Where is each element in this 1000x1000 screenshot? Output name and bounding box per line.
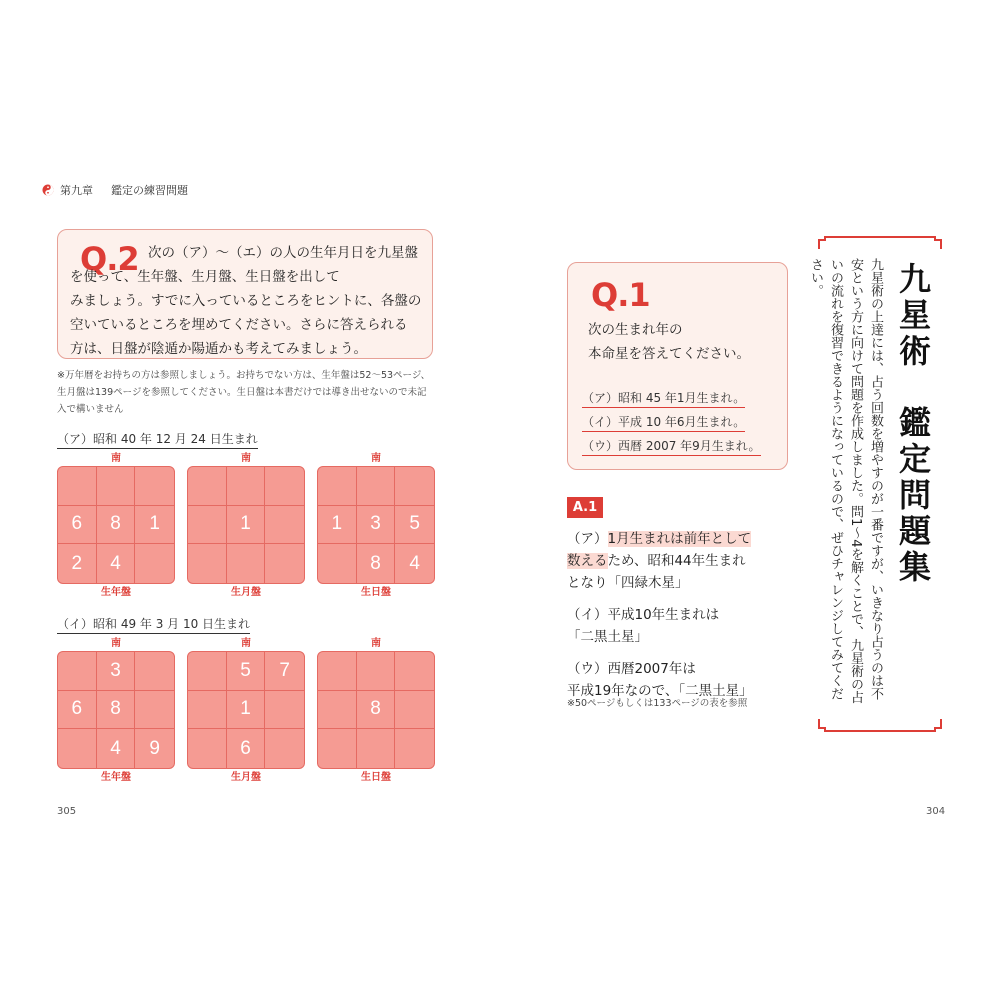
grid-cell: 6 <box>58 691 97 730</box>
q1-item: （ウ）西暦 2007 年9月生まれ。 <box>582 439 761 456</box>
nine-star-grid <box>57 466 175 584</box>
grid-cell <box>188 652 227 691</box>
grid-cell <box>318 467 357 506</box>
q2-line: 方は、日盤が陰遁か陽遁かも考えてみましょう。 <box>70 341 367 357</box>
board-caption: 生月盤 <box>231 587 261 598</box>
grid-cell <box>188 506 227 545</box>
a1-answers <box>567 528 797 702</box>
q1-line: 本命星を答えてください。 <box>588 346 750 362</box>
grid-cell <box>357 652 396 691</box>
grid-cell <box>265 467 304 506</box>
answer-line: となり「四緑木星」 <box>567 575 689 591</box>
grid-cell <box>135 691 174 730</box>
q2-line: 次の（ア）～（エ）の人の生年月日を九星盤 <box>148 245 418 261</box>
nine-star-grid <box>187 466 305 584</box>
grid-cell <box>58 729 97 768</box>
q1-item: （ア）昭和 45 年1月生まれ。 <box>582 391 745 408</box>
grid-cell <box>395 729 434 768</box>
grid-cell <box>357 467 396 506</box>
q2-line: みましょう。すでに入っているところをヒントに、各盤の <box>70 293 422 309</box>
person-b-boards <box>57 637 435 785</box>
grid-cell <box>318 729 357 768</box>
grid-cell: 7 <box>265 652 304 691</box>
board-caption: 生日盤 <box>361 772 391 783</box>
grid-cell <box>395 691 434 730</box>
board-year <box>57 452 175 600</box>
grid-cell <box>395 652 434 691</box>
nine-star-grid <box>187 651 305 769</box>
board-day <box>317 452 435 600</box>
a1-badge: A.1 <box>567 497 603 518</box>
title-part: 九星術 <box>894 262 932 370</box>
grid-cell: 3 <box>357 506 396 545</box>
board-caption: 生年盤 <box>101 772 131 783</box>
grid-cell <box>318 652 357 691</box>
person-a-boards <box>57 452 435 600</box>
chapter-title: 鑑定の練習問題 <box>111 184 188 197</box>
page-number-right: 304 <box>926 806 946 817</box>
answer-line: 平成19年なので、「二黒土星」 <box>567 683 753 699</box>
section-title <box>890 262 936 586</box>
grid-cell: 8 <box>97 691 136 730</box>
grid-cell <box>188 467 227 506</box>
chapter-number: 第九章 <box>60 184 93 197</box>
grid-cell: 5 <box>395 506 434 545</box>
grid-cell: 5 <box>227 652 266 691</box>
grid-cell <box>357 729 396 768</box>
intro-body: 九星術の上達には、占う回数を増やすのが一番ですが、いきなり占うのは不安という方に向けて問題を作成しました。問1～4を解くことで、九星術の占いの流れを復習できるようになっているので、ぜひチャレンジしてみてください。 <box>808 258 883 704</box>
grid-cell: 6 <box>227 729 266 768</box>
q1-line: 次の生まれ年の <box>588 322 683 338</box>
q2-label: Q.2 <box>80 240 139 278</box>
grid-cell: 1 <box>227 506 266 545</box>
q2-line: 空いているところを埋めてください。さらに答えられる <box>70 317 408 333</box>
grid-cell: 9 <box>149 737 160 759</box>
note-line: 生月盤は139ページを参照してください。生日盤は本書だけでは導き出せないので未記 <box>57 387 427 398</box>
person-b-label: （イ）昭和 49 年 3 月 10 日生まれ <box>57 617 250 634</box>
q2-line: を使って、生年盤、生月盤、生日盤を出して <box>70 269 340 285</box>
grid-cell: 4 <box>409 552 420 574</box>
grid-cell: 1 <box>135 506 174 545</box>
answer-highlight: 数える <box>567 553 608 569</box>
grid-cell: 2 <box>58 544 97 583</box>
grid-cell <box>58 467 97 506</box>
board-caption: 生月盤 <box>231 772 261 783</box>
note-line: ※万年暦をお持ちの方は参照しましょう。お持ちでない方は、生年盤は52～53ページ、 <box>57 370 431 381</box>
grid-cell <box>135 652 174 691</box>
grid-cell <box>188 729 227 768</box>
grid-cell <box>188 691 227 730</box>
answer-line: （イ）平成10年生まれは <box>567 607 720 623</box>
a1-note: ※50ページもしくは133ページの表を参照 <box>567 698 748 709</box>
grid-cell <box>395 467 434 506</box>
grid-cell: 3 <box>97 652 136 691</box>
south-label: 南 <box>241 638 251 649</box>
grid-cell <box>318 544 357 583</box>
note-line: 入で構いません <box>57 404 124 415</box>
grid-cell: 4 <box>97 544 136 583</box>
grid-cell <box>265 729 304 768</box>
south-label: 南 <box>371 638 381 649</box>
board-caption: 生年盤 <box>101 587 131 598</box>
answer-line <box>567 528 797 550</box>
grid-cell <box>265 544 304 583</box>
grid-cell <box>318 691 357 730</box>
answer-prefix: （ア） <box>567 531 608 547</box>
yin-yang-icon <box>42 184 54 196</box>
q1-question <box>588 318 750 366</box>
bracket-top <box>817 236 943 250</box>
grid-cell <box>58 652 97 691</box>
person-a-label: （ア）昭和 40 年 12 月 24 日生まれ <box>57 432 258 449</box>
board-month <box>187 637 305 785</box>
south-label: 南 <box>371 453 381 464</box>
grid-cell: 6 <box>58 506 97 545</box>
nine-star-grid <box>317 651 435 769</box>
answer-text: ため、昭和44年生まれ <box>607 553 746 569</box>
south-label: 南 <box>111 638 121 649</box>
board-month <box>187 452 305 600</box>
nine-star-grid <box>57 651 175 769</box>
bracket-bottom <box>817 718 943 732</box>
q2-note <box>57 367 435 418</box>
grid-cell <box>97 467 136 506</box>
page-number-left: 305 <box>57 806 77 817</box>
grid-cell <box>188 544 227 583</box>
grid-cell: 8 <box>97 506 136 545</box>
grid-cell: 8 <box>357 544 396 583</box>
chapter-header <box>42 182 188 198</box>
answer-line <box>567 550 797 572</box>
grid-cell: 1 <box>318 506 357 545</box>
answer-highlight: 1月生まれは前年として <box>607 531 752 547</box>
board-caption: 生日盤 <box>361 587 391 598</box>
grid-cell <box>227 544 266 583</box>
board-day <box>317 637 435 785</box>
q1-item: （イ）平成 10 年6月生まれ。 <box>582 415 745 432</box>
grid-cell <box>265 691 304 730</box>
grid-cell <box>135 467 174 506</box>
q1-label: Q.1 <box>591 276 650 314</box>
grid-cell <box>227 467 266 506</box>
title-part: 鑑定問題集 <box>894 406 932 586</box>
board-year <box>57 637 175 785</box>
grid-cell: 4 <box>97 729 136 768</box>
grid-cell: 1 <box>227 691 266 730</box>
grid-cell: 8 <box>357 691 396 730</box>
grid-cell <box>135 544 174 583</box>
south-label: 南 <box>111 453 121 464</box>
grid-cell <box>265 506 304 545</box>
nine-star-grid <box>317 466 435 584</box>
answer-line: （ウ）西暦2007年は <box>567 661 696 677</box>
south-label: 南 <box>241 453 251 464</box>
answer-line: 「二黒土星」 <box>567 629 648 645</box>
